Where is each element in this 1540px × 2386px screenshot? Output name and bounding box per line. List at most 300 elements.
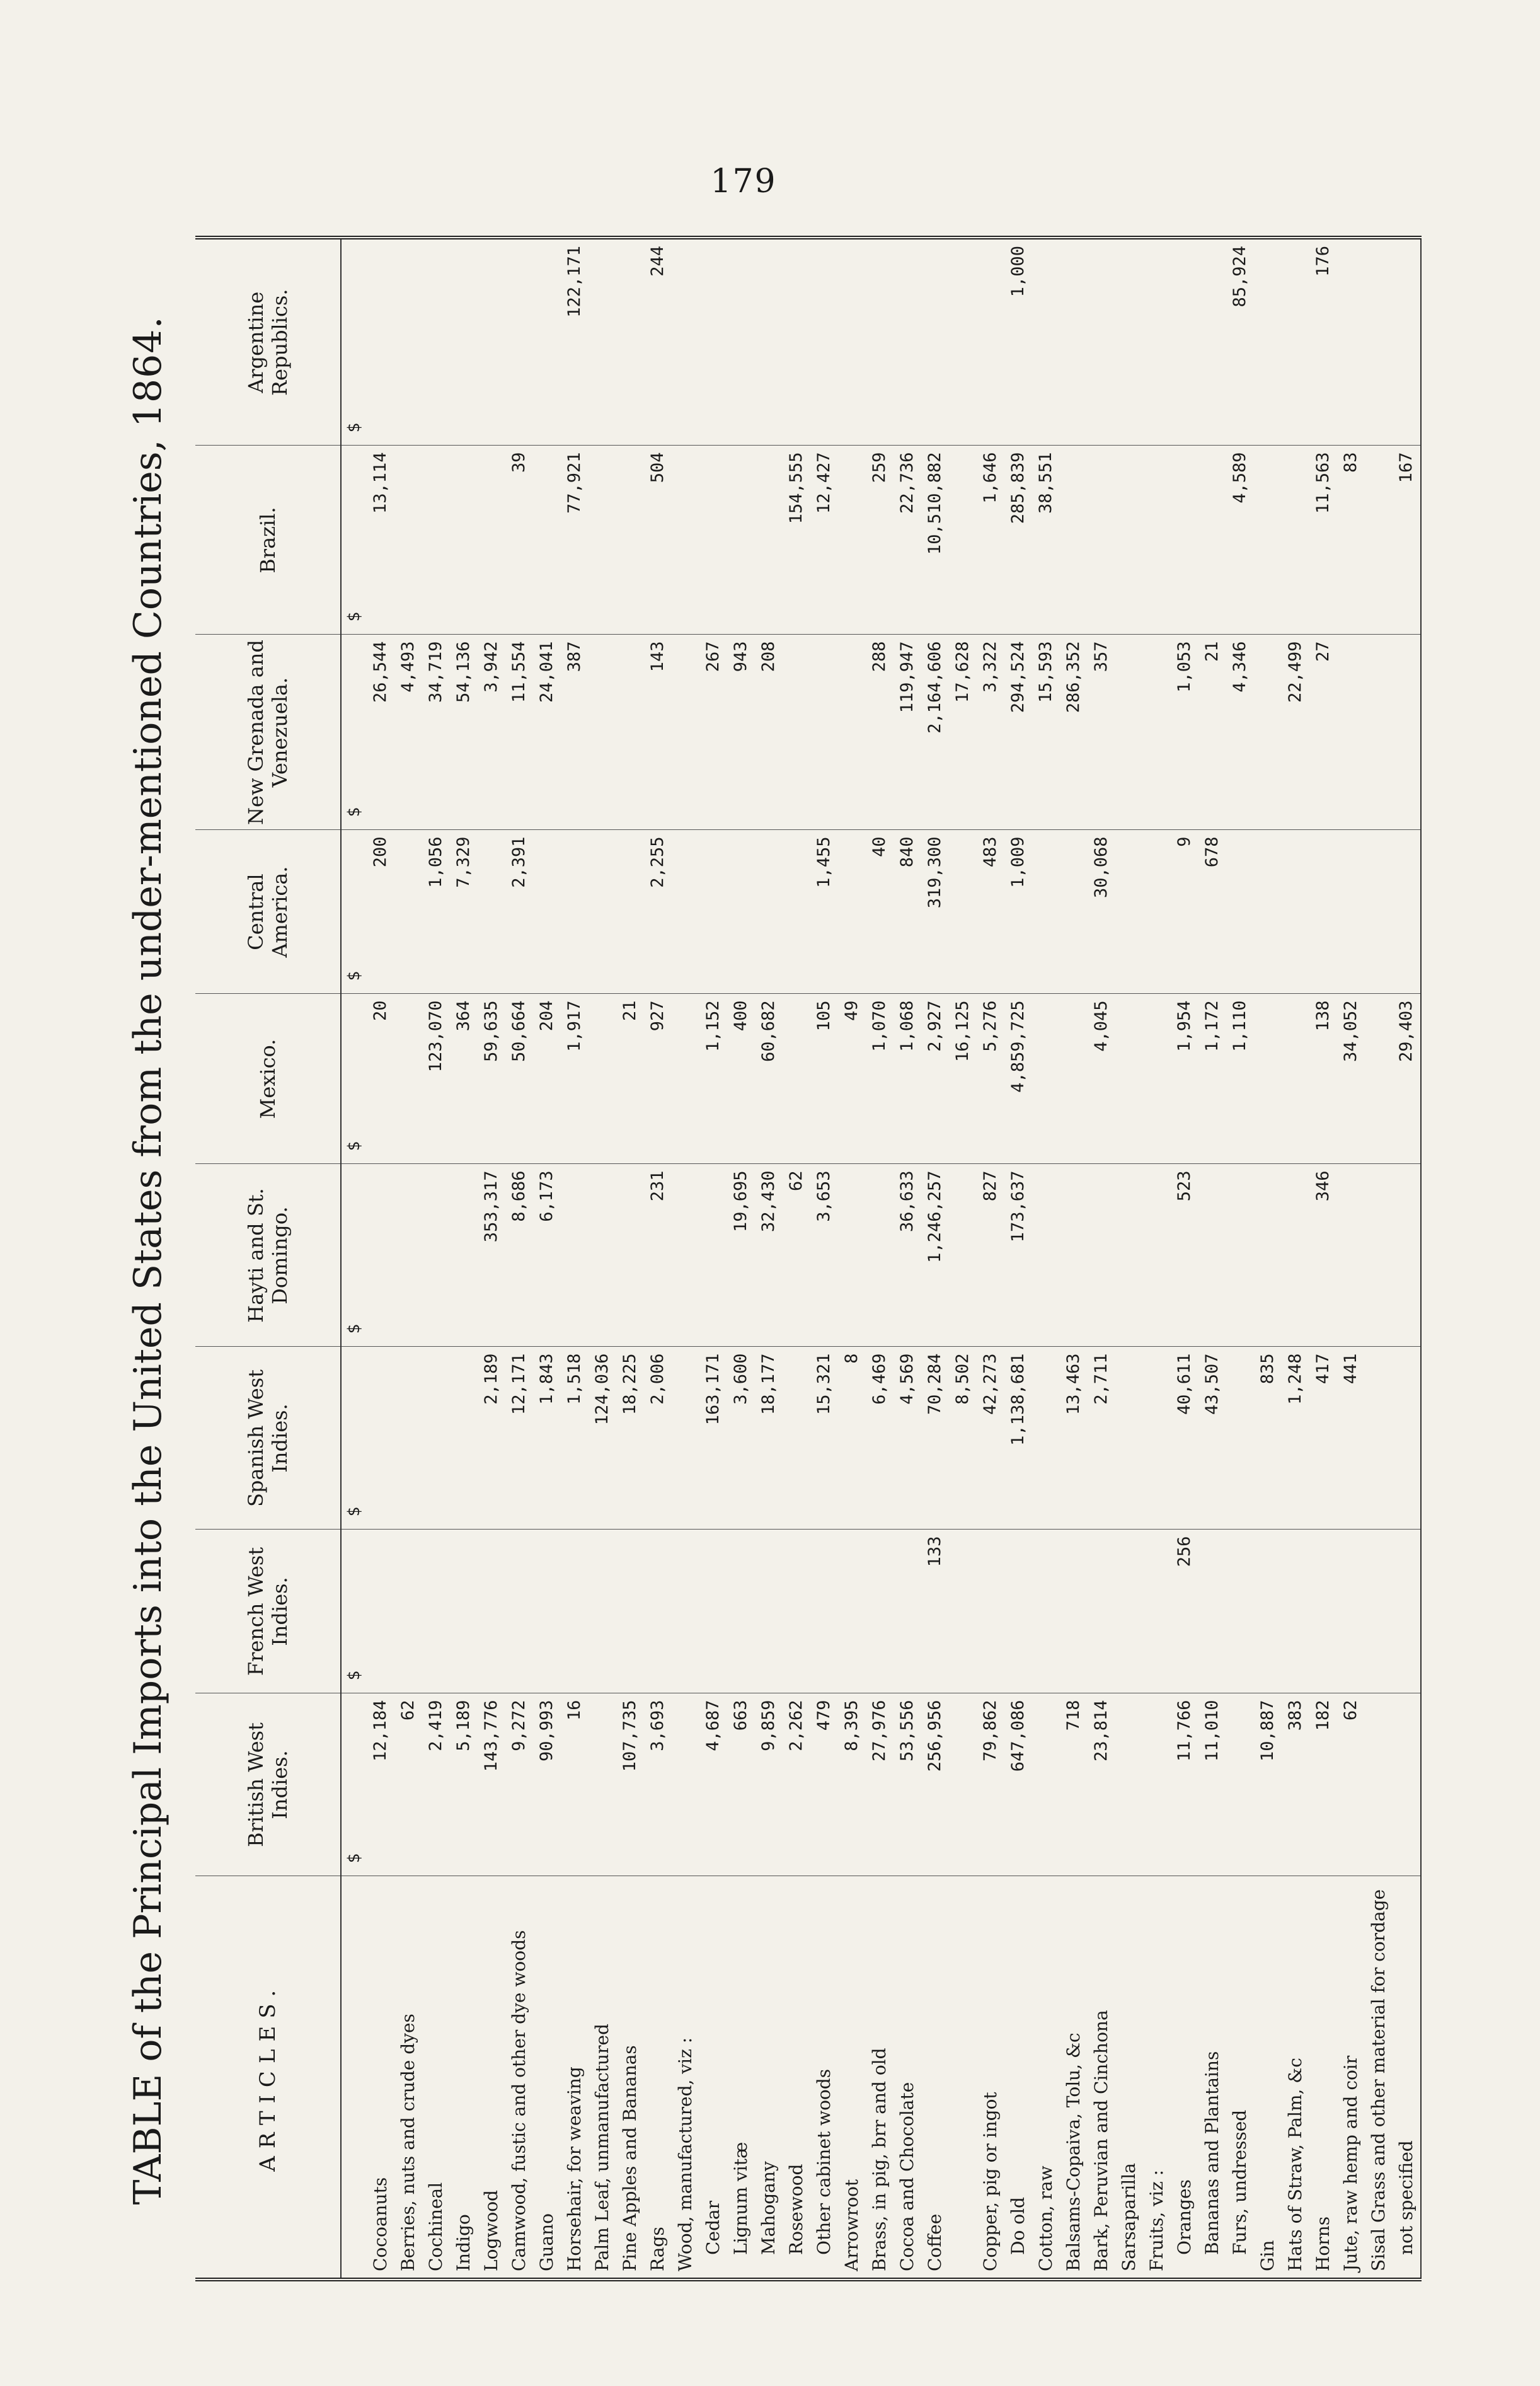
value-cell-ngv: 27 bbox=[1309, 635, 1337, 830]
value-cell-fwi bbox=[1337, 1530, 1365, 1693]
value-cell-bra: 22,736 bbox=[894, 446, 921, 635]
value-cell-ngv: 54,136 bbox=[450, 635, 478, 830]
value-cell-fwi bbox=[1282, 1530, 1309, 1693]
value-cell-fwi bbox=[505, 1530, 533, 1693]
value-cell-mex: 49 bbox=[838, 994, 866, 1164]
value-cell-mex bbox=[1254, 994, 1282, 1164]
value-cell-arg bbox=[1088, 238, 1115, 446]
value-cell-arg bbox=[949, 238, 977, 446]
value-cell-swi: 13,463 bbox=[1060, 1347, 1088, 1530]
value-cell-fwi bbox=[1004, 1530, 1032, 1693]
value-cell-arg bbox=[783, 238, 810, 446]
value-cell-cam bbox=[727, 830, 755, 994]
value-cell-arg bbox=[1254, 238, 1282, 446]
value-cell-ngv bbox=[1337, 635, 1365, 830]
value-cell-mex: 1,917 bbox=[561, 994, 589, 1164]
article-cell: Bananas and Plantains bbox=[1198, 1876, 1226, 2279]
value-cell-arg bbox=[450, 238, 478, 446]
value-cell-arg bbox=[1115, 238, 1143, 446]
value-cell-ngv bbox=[1143, 635, 1171, 830]
value-cell-bra bbox=[727, 446, 755, 635]
table-row bbox=[810, 238, 838, 2279]
table-row bbox=[727, 238, 755, 2279]
value-cell-bra: 12,427 bbox=[810, 446, 838, 635]
value-cell-fwi bbox=[1198, 1530, 1226, 1693]
value-cell-cam: 40 bbox=[866, 830, 894, 994]
value-cell-ngv: 288 bbox=[866, 635, 894, 830]
value-cell-bra bbox=[616, 446, 644, 635]
value-cell-bwi: 107,735 bbox=[616, 1693, 644, 1876]
value-cell-hsd bbox=[589, 1164, 616, 1347]
currency-cell: $ bbox=[341, 635, 367, 830]
value-cell-ngv: 286,352 bbox=[1060, 635, 1088, 830]
value-cell-fwi bbox=[1365, 1530, 1393, 1693]
value-cell-ngv bbox=[616, 635, 644, 830]
article-cell: Cochineal bbox=[422, 1876, 450, 2279]
article-cell: Camwood, fustic and other dye woods bbox=[505, 1876, 533, 2279]
value-cell-bwi: 383 bbox=[1282, 1693, 1309, 1876]
value-cell-mex: 927 bbox=[644, 994, 672, 1164]
value-cell-hsd bbox=[1393, 1164, 1421, 1347]
value-cell-cam bbox=[838, 830, 866, 994]
value-cell-arg: 244 bbox=[648, 246, 667, 277]
value-cell-bwi bbox=[1393, 1693, 1421, 1876]
value-cell-bwi: 2,419 bbox=[422, 1693, 450, 1876]
value-cell-cam bbox=[1060, 830, 1088, 994]
value-cell-hsd bbox=[1226, 1164, 1254, 1347]
value-cell-hsd bbox=[616, 1164, 644, 1347]
value-cell-mex: 34,052 bbox=[1337, 994, 1365, 1164]
article-cell: Brass, in pig, brr and old bbox=[866, 1876, 894, 2279]
value-cell-hsd bbox=[1143, 1164, 1171, 1347]
value-cell-swi: 4,569 bbox=[894, 1347, 921, 1530]
value-cell-hsd bbox=[838, 1164, 866, 1347]
value-cell-ngv bbox=[589, 635, 616, 830]
value-cell-swi bbox=[1393, 1347, 1421, 1530]
value-cell-fwi bbox=[672, 1530, 699, 1693]
value-cell-fwi bbox=[755, 1530, 783, 1693]
value-cell-hsd: 6,173 bbox=[533, 1164, 561, 1347]
value-cell-bwi: 27,976 bbox=[866, 1693, 894, 1876]
value-cell-swi bbox=[367, 1347, 394, 1530]
value-cell-mex: 1,068 bbox=[894, 994, 921, 1164]
value-cell-bra bbox=[1060, 446, 1088, 635]
value-cell-arg bbox=[727, 238, 755, 446]
value-cell-bra: 38,551 bbox=[1032, 446, 1060, 635]
value-cell-ngv bbox=[838, 635, 866, 830]
value-cell-fwi bbox=[727, 1530, 755, 1693]
value-cell-bra: 167 bbox=[1393, 446, 1421, 635]
currency-cell: $ bbox=[341, 1164, 367, 1347]
value-cell-bwi bbox=[1226, 1693, 1254, 1876]
value-cell-hsd bbox=[1032, 1164, 1060, 1347]
value-cell-bra bbox=[838, 446, 866, 635]
value-cell-swi: 3,600 bbox=[727, 1347, 755, 1530]
article-cell: Coffee bbox=[921, 1876, 949, 2279]
table-row bbox=[1060, 238, 1088, 2279]
column-header-spanish-west-indies: Spanish West Indies. bbox=[195, 1347, 341, 1530]
table-row bbox=[1337, 238, 1365, 2279]
article-cell: Rags bbox=[644, 1876, 672, 2279]
value-cell-ngv: 26,544 bbox=[367, 635, 394, 830]
value-cell-arg bbox=[838, 238, 866, 446]
currency-cell: $ bbox=[341, 1530, 367, 1693]
value-cell-bra bbox=[1254, 446, 1282, 635]
value-cell-swi: 42,273 bbox=[977, 1347, 1004, 1530]
value-cell-fwi bbox=[783, 1530, 810, 1693]
value-cell-cam bbox=[1309, 830, 1337, 994]
value-cell-mex: 5,276 bbox=[977, 994, 1004, 1164]
value-cell-swi: 441 bbox=[1337, 1347, 1365, 1530]
value-cell-fwi bbox=[589, 1530, 616, 1693]
value-cell-arg bbox=[1365, 238, 1393, 446]
value-cell-mex bbox=[1032, 994, 1060, 1164]
value-cell-bra bbox=[533, 446, 561, 635]
table-row bbox=[422, 238, 450, 2279]
rotated-table-region bbox=[113, 239, 1416, 2281]
column-header-mexico: Mexico. bbox=[195, 994, 341, 1164]
value-cell-swi: 6,469 bbox=[866, 1347, 894, 1530]
value-cell-arg bbox=[505, 238, 533, 446]
value-cell-ngv: 15,593 bbox=[1032, 635, 1060, 830]
header-row bbox=[195, 238, 341, 2279]
value-cell-ngv bbox=[1393, 635, 1421, 830]
value-cell-hsd: 62 bbox=[783, 1164, 810, 1347]
value-cell-bwi bbox=[1143, 1693, 1171, 1876]
value-cell-mex: 1,110 bbox=[1226, 994, 1254, 1164]
value-cell-bwi: 2,262 bbox=[783, 1693, 810, 1876]
value-cell-bwi: 53,556 bbox=[894, 1693, 921, 1876]
value-cell-fwi bbox=[949, 1530, 977, 1693]
value-cell-mex: 1,070 bbox=[866, 994, 894, 1164]
currency-cell: $ bbox=[341, 994, 367, 1164]
value-cell-arg bbox=[1143, 238, 1171, 446]
value-cell-swi: 2,711 bbox=[1088, 1347, 1115, 1530]
article-cell: Mahogany bbox=[755, 1876, 783, 2279]
value-cell-bwi: 479 bbox=[810, 1693, 838, 1876]
table-row bbox=[977, 238, 1004, 2279]
value-cell-arg bbox=[977, 238, 1004, 446]
value-cell-swi: 1,138,681 bbox=[1004, 1347, 1032, 1530]
value-cell-bra bbox=[478, 446, 505, 635]
value-cell-bwi: 663 bbox=[727, 1693, 755, 1876]
value-cell-bwi: 11,010 bbox=[1198, 1693, 1226, 1876]
value-cell-arg bbox=[394, 238, 422, 446]
value-cell-hsd: 523 bbox=[1171, 1164, 1198, 1347]
table-title-text: TABLE of the Principal Imports into the United States from the under-mentioned Countries, bbox=[126, 439, 170, 2205]
value-cell-mex bbox=[1365, 994, 1393, 1164]
value-cell-bra bbox=[949, 446, 977, 635]
column-header-central-america: Central America. bbox=[195, 830, 341, 994]
currency-cell: $ bbox=[345, 422, 364, 433]
value-cell-arg bbox=[866, 238, 894, 446]
value-cell-fwi bbox=[1254, 1530, 1282, 1693]
currency-cell: $ bbox=[341, 446, 367, 635]
value-cell-ngv: 1,053 bbox=[1171, 635, 1198, 830]
value-cell-ngv: 34,719 bbox=[422, 635, 450, 830]
article-cell: Copper, pig or ingot bbox=[977, 1876, 1004, 2279]
table-row bbox=[1226, 238, 1254, 2279]
article-cell: not specified bbox=[1393, 1876, 1421, 2279]
value-cell-hsd: 353,317 bbox=[478, 1164, 505, 1347]
value-cell-cam: 2,391 bbox=[505, 830, 533, 994]
value-cell-hsd: 827 bbox=[977, 1164, 1004, 1347]
value-cell-fwi bbox=[699, 1530, 727, 1693]
value-cell-bwi: 62 bbox=[1337, 1693, 1365, 1876]
value-cell-arg bbox=[1337, 238, 1365, 446]
value-cell-cam: 9 bbox=[1171, 830, 1198, 994]
table-row bbox=[1088, 238, 1115, 2279]
value-cell-ngv: 17,628 bbox=[949, 635, 977, 830]
value-cell-ngv bbox=[1254, 635, 1282, 830]
value-cell-ngv: 119,947 bbox=[894, 635, 921, 830]
value-cell-cam bbox=[1143, 830, 1171, 994]
value-cell-ngv: 2,164,606 bbox=[921, 635, 949, 830]
article-cell: Gin bbox=[1254, 1876, 1282, 2279]
value-cell-hsd bbox=[1254, 1164, 1282, 1347]
article-cell bbox=[949, 1876, 977, 2279]
value-cell-swi: 18,177 bbox=[755, 1347, 783, 1530]
value-cell-fwi bbox=[810, 1530, 838, 1693]
value-cell-cam: 483 bbox=[977, 830, 1004, 994]
value-cell-fwi bbox=[1032, 1530, 1060, 1693]
article-cell: Horsehair, for weaving bbox=[561, 1876, 589, 2279]
value-cell-swi: 124,036 bbox=[589, 1347, 616, 1530]
value-cell-hsd bbox=[1115, 1164, 1143, 1347]
article-cell: Logwood bbox=[478, 1876, 505, 2279]
value-cell-fwi bbox=[866, 1530, 894, 1693]
value-cell-bra: 77,921 bbox=[561, 446, 589, 635]
value-cell-hsd: 32,430 bbox=[755, 1164, 783, 1347]
value-cell-hsd: 173,637 bbox=[1004, 1164, 1032, 1347]
value-cell-mex: 50,664 bbox=[505, 994, 533, 1164]
column-header-british-west-indies: British West Indies. bbox=[195, 1693, 341, 1876]
value-cell-bwi: 9,272 bbox=[505, 1693, 533, 1876]
value-cell-ngv: 4,346 bbox=[1226, 635, 1254, 830]
article-cell: Rosewood bbox=[783, 1876, 810, 2279]
value-cell-swi bbox=[450, 1347, 478, 1530]
table-row bbox=[1171, 238, 1198, 2279]
value-cell-bwi bbox=[1115, 1693, 1143, 1876]
table-row bbox=[478, 238, 505, 2279]
value-cell-fwi bbox=[838, 1530, 866, 1693]
value-cell-hsd: 19,695 bbox=[727, 1164, 755, 1347]
value-cell-arg bbox=[894, 238, 921, 446]
value-cell-fwi bbox=[1393, 1530, 1421, 1693]
table-row bbox=[783, 238, 810, 2279]
value-cell-mex: 1,954 bbox=[1171, 994, 1198, 1164]
table-row bbox=[755, 238, 783, 2279]
table-row bbox=[672, 238, 699, 2279]
value-cell-mex: 4,045 bbox=[1088, 994, 1115, 1164]
value-cell-cam: 1,009 bbox=[1004, 830, 1032, 994]
value-cell-cam bbox=[1254, 830, 1282, 994]
value-cell-hsd bbox=[367, 1164, 394, 1347]
value-cell-hsd bbox=[699, 1164, 727, 1347]
currency-cell: $ bbox=[341, 1347, 367, 1530]
value-cell-arg bbox=[1171, 238, 1198, 446]
value-cell-mex bbox=[783, 994, 810, 1164]
value-cell-ngv bbox=[1115, 635, 1143, 830]
value-cell-bra bbox=[1088, 446, 1115, 635]
table-row bbox=[949, 238, 977, 2279]
value-cell-swi bbox=[672, 1347, 699, 1530]
value-cell-bwi: 8,395 bbox=[838, 1693, 866, 1876]
value-cell-bwi: 3,693 bbox=[644, 1693, 672, 1876]
article-cell: Cotton, raw bbox=[1032, 1876, 1060, 2279]
table-row bbox=[533, 238, 561, 2279]
value-cell-fwi bbox=[367, 1530, 394, 1693]
value-cell-arg: 176 bbox=[1313, 246, 1333, 277]
value-cell-bra: 83 bbox=[1337, 446, 1365, 635]
value-cell-ngv: 267 bbox=[699, 635, 727, 830]
table-row bbox=[644, 238, 672, 2279]
value-cell-swi: 1,248 bbox=[1282, 1347, 1309, 1530]
value-cell-hsd: 8,686 bbox=[505, 1164, 533, 1347]
value-cell-mex: 105 bbox=[810, 994, 838, 1164]
value-cell-swi bbox=[422, 1347, 450, 1530]
value-cell-bra: 259 bbox=[866, 446, 894, 635]
value-cell-bra: 504 bbox=[644, 446, 672, 635]
value-cell-ngv: 11,554 bbox=[505, 635, 533, 830]
table-row bbox=[1032, 238, 1060, 2279]
value-cell-bra: 11,563 bbox=[1309, 446, 1337, 635]
value-cell-mex: 138 bbox=[1309, 994, 1337, 1164]
value-cell-bra bbox=[589, 446, 616, 635]
article-cell: Arrowroot bbox=[838, 1876, 866, 2279]
value-cell-fwi bbox=[1143, 1530, 1171, 1693]
value-cell-swi: 1,518 bbox=[561, 1347, 589, 1530]
value-cell-cam bbox=[949, 830, 977, 994]
value-cell-bra: 154,555 bbox=[783, 446, 810, 635]
value-cell-cam: 200 bbox=[367, 830, 394, 994]
value-cell-cam bbox=[616, 830, 644, 994]
value-cell-arg bbox=[533, 238, 561, 446]
value-cell-swi bbox=[1226, 1347, 1254, 1530]
value-cell-swi: 18,225 bbox=[616, 1347, 644, 1530]
value-cell-hsd bbox=[949, 1164, 977, 1347]
value-cell-bra bbox=[1143, 446, 1171, 635]
table-row bbox=[394, 238, 422, 2279]
value-cell-arg bbox=[810, 238, 838, 446]
value-cell-arg bbox=[478, 238, 505, 446]
value-cell-bra bbox=[755, 446, 783, 635]
value-cell-mex bbox=[589, 994, 616, 1164]
value-cell-arg bbox=[422, 238, 450, 446]
value-cell-hsd: 346 bbox=[1309, 1164, 1337, 1347]
value-cell-hsd bbox=[672, 1164, 699, 1347]
value-cell-mex: 123,070 bbox=[422, 994, 450, 1164]
value-cell-hsd bbox=[866, 1164, 894, 1347]
value-cell-bwi: 4,687 bbox=[699, 1693, 727, 1876]
value-cell-bwi bbox=[589, 1693, 616, 1876]
table-row bbox=[505, 238, 533, 2279]
table-row bbox=[1309, 238, 1337, 2279]
page-number: 179 bbox=[710, 163, 777, 200]
value-cell-ngv: 143 bbox=[644, 635, 672, 830]
value-cell-arg bbox=[699, 238, 727, 446]
value-cell-mex: 1,172 bbox=[1198, 994, 1226, 1164]
value-cell-bwi: 143,776 bbox=[478, 1693, 505, 1876]
value-cell-hsd: 231 bbox=[644, 1164, 672, 1347]
currency-cell: $ bbox=[341, 830, 367, 994]
value-cell-mex: 1,152 bbox=[699, 994, 727, 1164]
table-row bbox=[561, 238, 589, 2279]
value-cell-fwi bbox=[1226, 1530, 1254, 1693]
value-cell-bra: 13,114 bbox=[367, 446, 394, 635]
table-row bbox=[699, 238, 727, 2279]
currency-row bbox=[341, 238, 367, 2279]
value-cell-hsd bbox=[1088, 1164, 1115, 1347]
value-cell-cam bbox=[478, 830, 505, 994]
value-cell-fwi bbox=[561, 1530, 589, 1693]
value-cell-swi bbox=[1365, 1347, 1393, 1530]
value-cell-ngv bbox=[783, 635, 810, 830]
imports-table bbox=[195, 236, 1422, 2281]
value-cell-bwi: 90,993 bbox=[533, 1693, 561, 1876]
column-header-new-grenada-venezuela: New Grenada and Venezuela. bbox=[195, 635, 341, 830]
value-cell-cam bbox=[1337, 830, 1365, 994]
value-cell-mex bbox=[672, 994, 699, 1164]
column-header-argentine-republics: Argentine Republics. bbox=[195, 238, 341, 446]
value-cell-fwi bbox=[533, 1530, 561, 1693]
value-cell-bwi bbox=[949, 1693, 977, 1876]
value-cell-hsd: 1,246,257 bbox=[921, 1164, 949, 1347]
value-cell-arg bbox=[1393, 238, 1421, 446]
value-cell-swi: 417 bbox=[1309, 1347, 1337, 1530]
value-cell-cam bbox=[699, 830, 727, 994]
value-cell-fwi: 133 bbox=[921, 1530, 949, 1693]
article-cell: Horns bbox=[1309, 1876, 1337, 2279]
article-cell: Lignum vitæ bbox=[727, 1876, 755, 2279]
value-cell-hsd: 36,633 bbox=[894, 1164, 921, 1347]
value-cell-arg bbox=[589, 238, 616, 446]
value-cell-ngv: 21 bbox=[1198, 635, 1226, 830]
value-cell-bwi bbox=[672, 1693, 699, 1876]
table-title bbox=[113, 239, 183, 2281]
value-cell-mex bbox=[1115, 994, 1143, 1164]
value-cell-mex: 364 bbox=[450, 994, 478, 1164]
table-row bbox=[838, 238, 866, 2279]
value-cell-hsd bbox=[1198, 1164, 1226, 1347]
value-cell-bwi: 16 bbox=[561, 1693, 589, 1876]
column-header-brazil: Brazil. bbox=[195, 446, 341, 635]
table-body bbox=[341, 238, 1421, 2279]
value-cell-bra bbox=[1282, 446, 1309, 635]
table-title-year: 1864. bbox=[126, 316, 170, 428]
article-cell: Furs, undressed bbox=[1226, 1876, 1254, 2279]
value-cell-hsd bbox=[450, 1164, 478, 1347]
article-cell: Oranges bbox=[1171, 1876, 1198, 2279]
value-cell-mex: 59,635 bbox=[478, 994, 505, 1164]
value-cell-swi bbox=[1115, 1347, 1143, 1530]
value-cell-bra: 39 bbox=[505, 446, 533, 635]
value-cell-mex: 29,403 bbox=[1393, 994, 1421, 1164]
value-cell-arg bbox=[1032, 238, 1060, 446]
value-cell-ngv: 3,942 bbox=[478, 635, 505, 830]
article-cell: Pine Apples and Bananas bbox=[616, 1876, 644, 2279]
value-cell-bwi: 79,862 bbox=[977, 1693, 1004, 1876]
article-cell: Hats of Straw, Palm, &c bbox=[1282, 1876, 1309, 2279]
value-cell-arg bbox=[616, 238, 644, 446]
table-row bbox=[1365, 238, 1393, 2279]
table-row bbox=[1393, 238, 1421, 2279]
value-cell-arg: 1,000 bbox=[1008, 246, 1028, 297]
column-header-french-west-indies: French West Indies. bbox=[195, 1530, 341, 1693]
value-cell-hsd bbox=[1337, 1164, 1365, 1347]
table-row bbox=[894, 238, 921, 2279]
value-cell-arg bbox=[1060, 238, 1088, 446]
